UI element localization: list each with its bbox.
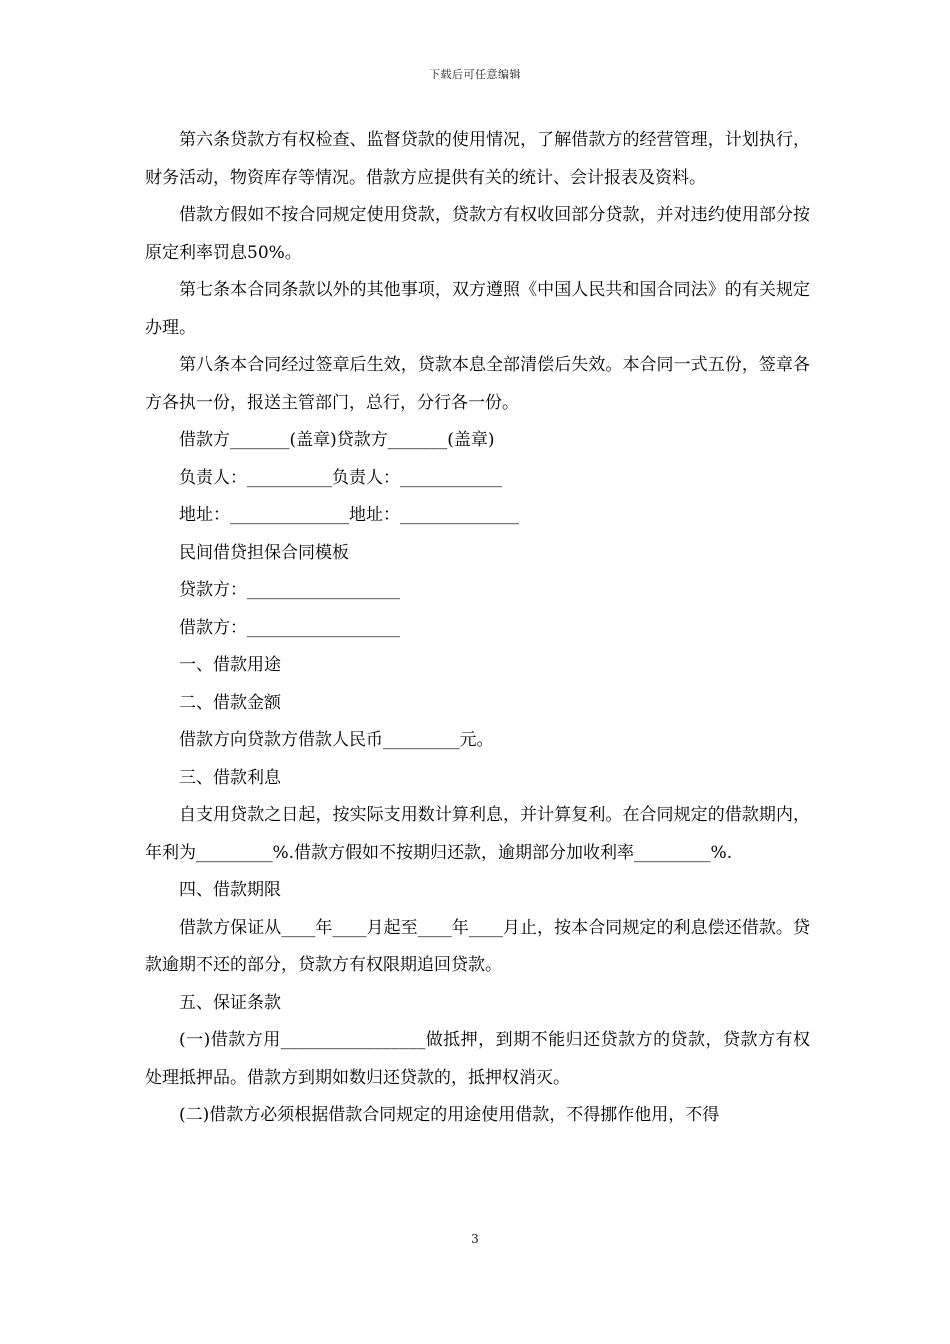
signature-line-parties: 借款方_______(盖章)贷款方_______(盖章) [179, 430, 495, 450]
paragraph-term: 借款方保证从____年____月起至____年____月止，按本合同规定的利息偿还借款。贷款逾期不还的部分，贷款方有权限期追回贷款。 [145, 917, 810, 975]
page-number: 3 [471, 1232, 479, 1246]
paragraph-guarantee-2: (二)借款方必须根据借款合同规定的用途使用借款，不得挪作他用，不得 [179, 1105, 720, 1125]
section-heading-guarantee: 五、保证条款 [179, 992, 281, 1013]
paragraph-article-7: 第七条本合同条款以外的其他事项，双方遵照《中国人民共和国合同法》的有关规定办理。 [145, 280, 810, 338]
paragraph-article-6: 第六条贷款方有权检查、监督贷款的使用情况，了解借款方的经营管理，计划执行，财务活动，物资库存等情况。借款方应提供有关的统计、会计报表及资料。 [145, 130, 810, 188]
section-heading-term: 四、借款期限 [179, 880, 281, 900]
section-heading-purpose: 一、借款用途 [179, 655, 281, 675]
paragraph-guarantee-1: (一)借款方用_________________做抵押，到期不能归还贷款方的贷款，贷款方有权处理抵押品。借款方到期如数归还贷款的，抵押权消灭。 [145, 1030, 810, 1088]
section-heading-amount: 二、借款金额 [179, 692, 281, 713]
borrower-field: 借款方：__________________ [179, 617, 400, 638]
paragraph-penalty: 借款方假如不按合同规定使用贷款，贷款方有权收回部分贷款，并对违约使用部分按原定利率罚息50%。 [145, 205, 810, 263]
template-title: 民间借贷担保合同模板 [179, 542, 349, 563]
paragraph-amount: 借款方向贷款方借款人民币_________元。 [179, 730, 494, 750]
lender-field: 贷款方：__________________ [179, 580, 400, 600]
page-header-note: 下载后可任意编辑 [429, 68, 521, 81]
paragraph-article-8: 第八条本合同经过签章后生效，贷款本息全部清偿后失效。本合同一式五份，签章各方各执一份，报送主管部门，总行，分行各一份。 [145, 355, 810, 413]
document-body [145, 122, 810, 1135]
signature-line-responsible: 负责人：__________负责人：____________ [179, 467, 502, 488]
signature-line-address: 地址：______________地址：______________ [179, 505, 519, 525]
paragraph-interest: 自支用贷款之日起，按实际支用数计算利息，并计算复利。在合同规定的借款期内，年利为_________%.借款方假如不按期归还款，逾期部分加收利率_________%. [145, 805, 810, 863]
section-heading-interest: 三、借款利息 [179, 767, 281, 788]
